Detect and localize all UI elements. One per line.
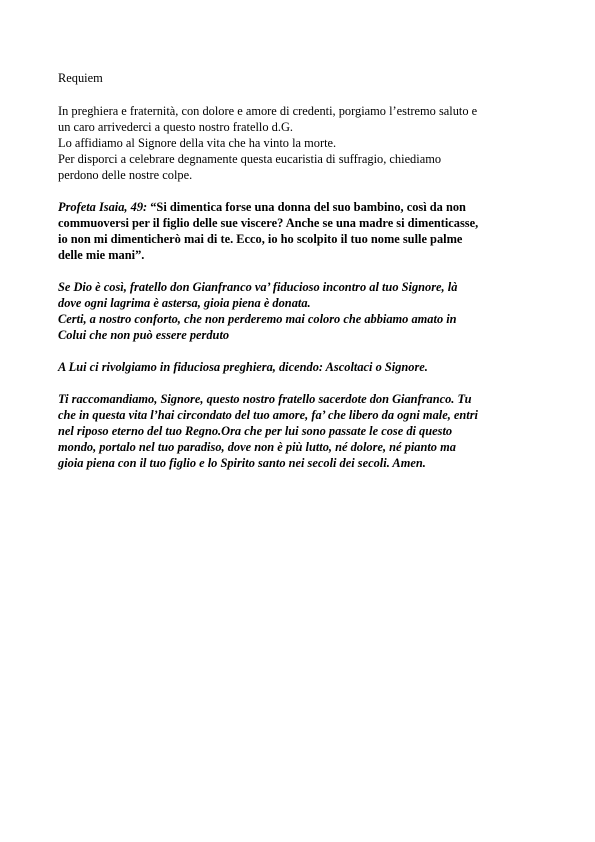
intro-line: Per disporci a celebrare degnamente questa eucaristia di suffragio, chiediamo (58, 152, 442, 166)
isaiah-line: io non mi dimenticherò mai di te. Ecco, io ho scolpito il tuo nome sulle palme (58, 232, 463, 246)
intro-line: perdono delle nostre colpe. (58, 168, 193, 182)
prayer-line: nel riposo eterno del tuo Regno.Ora che per lui sono passate le cose di questo (58, 424, 453, 438)
document-page (58, 70, 548, 471)
isaiah-line: commuoversi per il figlio delle sue viscere? Anche se una madre si dimenticasse, (58, 216, 479, 230)
prayer-line: che in questa vita l’hai circondato del tuo amore, fa’ che libero da ogni male, entri (58, 408, 479, 422)
prayer-line: Ti raccomandiamo, Signore, questo nostro fratello sacerdote don Gianfranco. Tu (58, 392, 472, 406)
reflection-line: Se Dio è così, fratello don Gianfranco va’ fiducioso incontro al tuo Signore, là (58, 280, 458, 294)
invocation-line: A Lui ci rivolgiamo in fiduciosa preghiera, dicendo: Ascoltaci o Signore. (58, 360, 428, 374)
isaiah-reference: Profeta Isaia, 49: (58, 200, 148, 214)
isaiah-text: “Si dimentica forse una donna del suo bambino, così da non (147, 200, 466, 214)
reflection-paragraph (58, 279, 548, 343)
prayer-line: mondo, portalo nel tuo paradiso, dove non è più lutto, né dolore, né pianto ma (58, 440, 456, 454)
reflection-line: Certi, a nostro conforto, che non perderemo mai coloro che abbiamo amato in (58, 312, 457, 326)
isaiah-line: delle mie mani”. (58, 248, 145, 262)
intro-line: In preghiera e fraternità, con dolore e amore di credenti, porgiamo l’estremo saluto e (58, 104, 478, 118)
prayer-paragraph (58, 391, 548, 471)
isaiah-quote (58, 199, 548, 263)
prayer-line: gioia piena con il tuo figlio e lo Spirito santo nei secoli dei secoli. Amen. (58, 456, 426, 470)
intro-line: Lo affidiamo al Signore della vita che ha vinto la morte. (58, 136, 337, 150)
intro-paragraph (58, 103, 548, 183)
reflection-line: dove ogni lagrima è astersa, gioia piena è donata. (58, 296, 311, 310)
reflection-line: Colui che non può essere perduto (58, 328, 230, 342)
isaiah-line (58, 199, 548, 215)
intro-line: un caro arrivederci a questo nostro fratello d.G. (58, 120, 293, 134)
document-title: Requiem (58, 71, 103, 85)
